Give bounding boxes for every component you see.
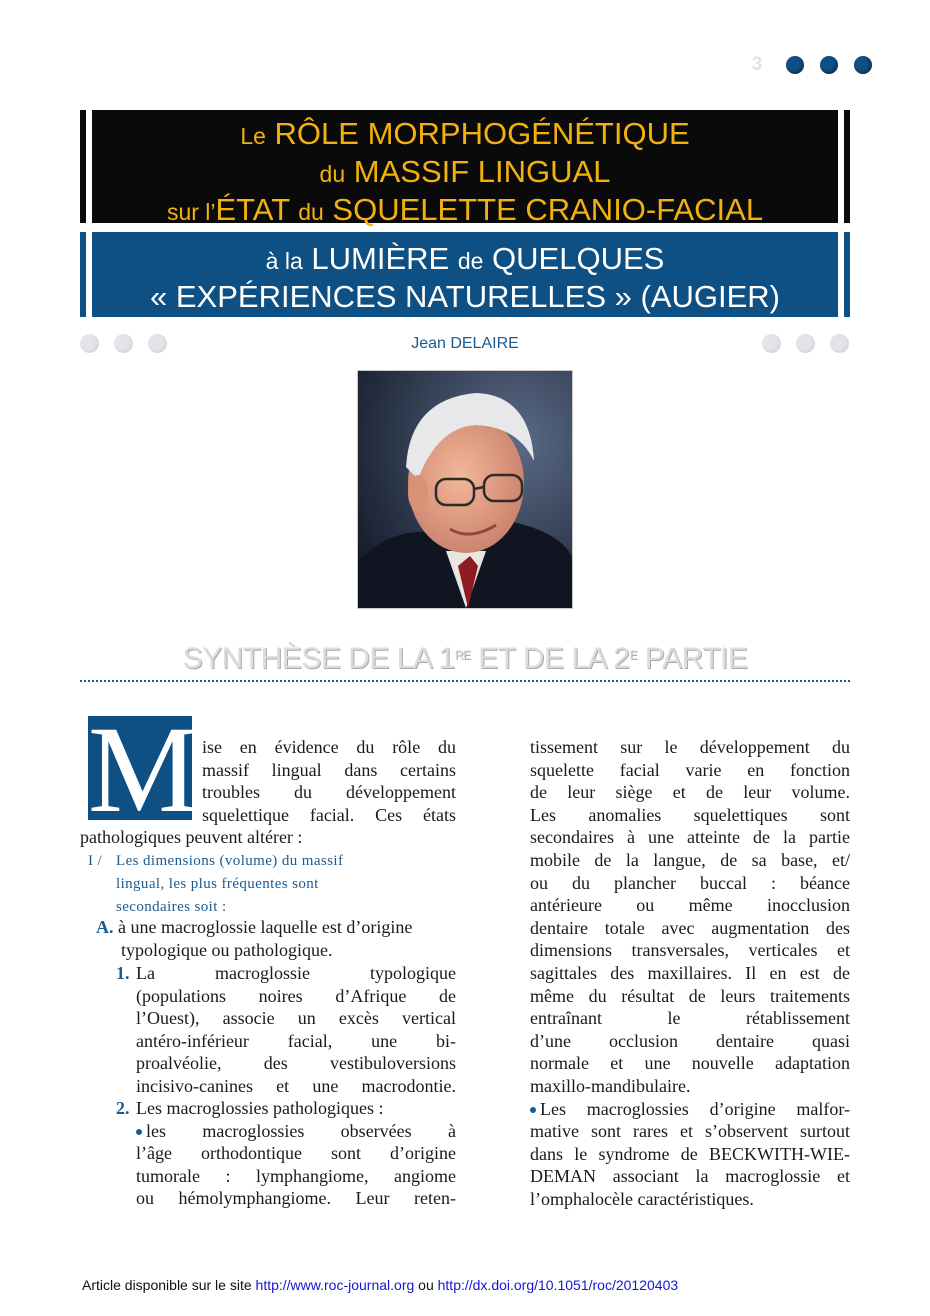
intro-last-line: pathologiques peuvent altérer :	[80, 827, 303, 847]
item-1: 1. La macroglossie typologique (populations noires d’Afrique de l’Ouest), associe un excès vertical antéro-inférieur facial, une bi- proalvéolie, des vestibuloversions incisivo-canines et une macrodontie.	[116, 963, 456, 1096]
section-heading: SYNTHÈSE DE LA 1RE ET DE LA $2^E$ PARTIE	[182, 642, 748, 675]
item-2: 2. Les macroglossies pathologiques : les macroglossies observées à l’âge orthodontique sont d’origine tumorale : lymphangiome, angiome ou hémolymphangiome. Leur reten-	[116, 1098, 456, 1209]
bullet-icon	[136, 1129, 142, 1135]
drop-cap: M	[88, 701, 199, 838]
title-band	[80, 110, 850, 227]
author-portrait	[357, 370, 573, 609]
right-column: tissement sur le développement du squelette facial varie en fonction de leur siège et de leur volume. Les anomalies squelettiques sont secondaires à une atteinte de la partie mobile de la langue, de sa base, et/ ou du plancher buccal : béance antérieure ou même inocclusion dentaire totale avec augmentation des dimensions transversales, verticales et sagittales des maxillaires. Il en est de même du résultat de leurs traitements entraînant le rétablissement d’une occlusion dentaire quasi normale et une nouvelle adaptation maxillo-mandibulaire. Les macroglossies d’origine malfor- mative sont rares et s’observent surtout dans le syndrome de BECKWITH-WIE- DEMAN associant la macroglossie et l’omphalocèle caractéristiques.	[530, 737, 850, 1209]
marker-dot	[854, 56, 872, 74]
journal-link[interactable]: http://www.roc-journal.org	[255, 1277, 415, 1293]
footer-note: Article disponible sur le site http://www.roc-journal.org ou http://dx.doi.org/10.1051/roc/20120403	[82, 1277, 679, 1293]
bullet-icon	[530, 1107, 536, 1113]
article-title: Le RÔLE MORPHOGÉNÉTIQUE du MASSIF LINGUAL sur l’ÉTAT du SQUELETTE CRANIO-FACIAL	[166, 116, 764, 227]
subtitle-band	[80, 232, 850, 317]
article-subtitle: à la LUMIÈRE de QUELQUES « EXPÉRIENCES NATURELLES » (AUGIER)	[150, 241, 780, 314]
author-name: Jean DELAIRE	[411, 335, 519, 352]
doi-link[interactable]: http://dx.doi.org/10.1051/roc/20120403	[437, 1277, 679, 1293]
intro-paragraph: ise en évidence du rôle du massif lingual dans certains troubles du développement squelettique facial. Ces états	[202, 737, 456, 825]
marker-dot	[820, 56, 838, 74]
decorative-dots-right	[762, 334, 864, 353]
portrait-illustration	[358, 371, 572, 608]
dotted-divider	[80, 680, 850, 682]
item-a: A. à une macroglossie laquelle est d’origine typologique ou pathologique.	[96, 917, 413, 960]
page-number: 3	[751, 54, 763, 75]
page-marker	[744, 53, 872, 77]
marker-dot	[786, 56, 804, 74]
subsection-heading: I / Les dimensions (volume) du massif lingual, les plus fréquentes sont secondaires soit :	[88, 853, 344, 915]
